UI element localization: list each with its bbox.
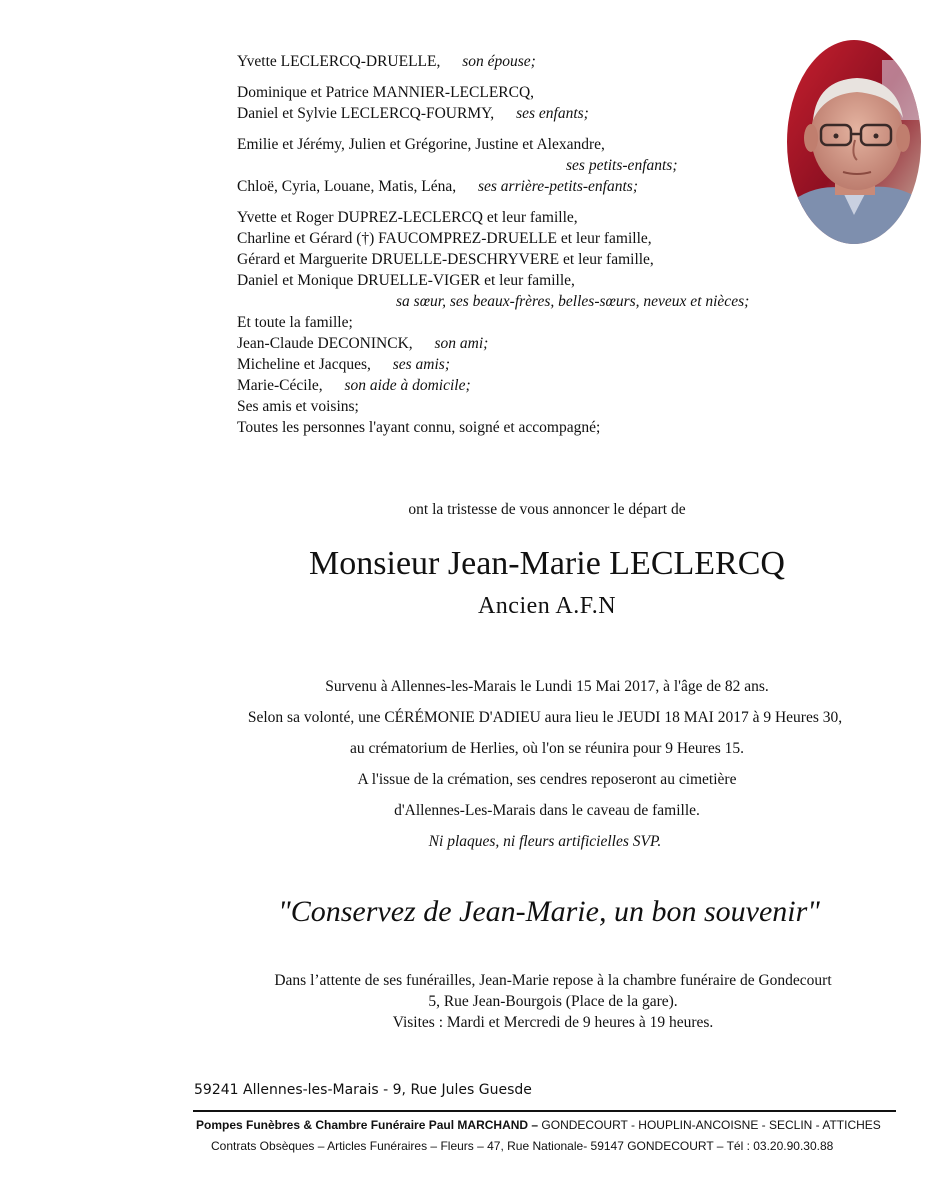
- friends-names: Micheline et Jacques,: [237, 356, 371, 373]
- ashes-details-1: A l'issue de la crémation, ses cendres reposeront au cimetière: [357, 771, 737, 788]
- siblings-relation: sa sœur, ses beaux-frères, belles-sœurs, neveux et nièces;: [396, 293, 750, 310]
- footer-contact: Contrats Obsèques – Articles Funéraires – Fleurs – 47, Rue Nationale- 59147 GONDECOURT – Tél : 03.20.90.30.88: [211, 1139, 834, 1153]
- wife-relation: son épouse;: [462, 53, 536, 70]
- grandchildren-relation: ses petits-enfants;: [566, 157, 678, 174]
- friend-relation: son ami;: [434, 335, 489, 352]
- home-address: 59241 Allennes-les-Marais - 9, Rue Jules Guesde: [194, 1082, 532, 1098]
- whole-family: Et toute la famille;: [237, 314, 353, 331]
- footer-company: Pompes Funèbres & Chambre Funéraire Paul MARCHAND –: [196, 1118, 539, 1132]
- death-details: Survenu à Allennes-les-Marais le Lundi 15 Mai 2017, à l'âge de 82 ans.: [325, 678, 769, 695]
- great-grandchildren-relation: ses arrière-petits-enfants;: [477, 178, 638, 195]
- family-line-3: [237, 103, 589, 124]
- friends-relation: ses amis;: [392, 356, 450, 373]
- friend-name: Jean-Claude DECONINCK,: [237, 335, 413, 352]
- helper-relation: son aide à domicile;: [344, 377, 471, 394]
- deceased-title: Ancien A.F.N: [477, 593, 617, 619]
- wife-name: Yvette LECLERCQ-DRUELLE,: [237, 53, 441, 70]
- family-line-6: [237, 176, 638, 197]
- funeral-home-address: 5, Rue Jean-Bourgois (Place de la gare).: [428, 993, 678, 1010]
- footer-divider: [193, 1110, 896, 1112]
- footer-line-1: [196, 1118, 881, 1132]
- helper-name: Marie-Cécile,: [237, 377, 323, 394]
- sibling-family-3: Gérard et Marguerite DRUELLE-DESCHRYVERE et leur famille,: [237, 251, 654, 268]
- grandchildren-names: Emilie et Jérémy, Julien et Grégorine, Justine et Alexandre,: [237, 136, 605, 153]
- child-2: Daniel et Sylvie LECLERCQ-FOURMY,: [237, 105, 495, 122]
- portrait-photo: [787, 40, 921, 244]
- portrait-illustration: [787, 40, 921, 244]
- child-1: Dominique et Patrice MANNIER-LECLERCQ,: [237, 84, 535, 101]
- family-line-15: [237, 375, 471, 396]
- crematorium-details: au crématorium de Herlies, où l'on se réunira pour 9 Heures 15.: [349, 740, 745, 757]
- family-line-13: [237, 333, 488, 354]
- remembrance-quote: "Conservez de Jean-Marie, un bon souvenir": [278, 895, 820, 928]
- flowers-note: Ni plaques, ni fleurs artificielles SVP.: [428, 833, 662, 850]
- family-line-14: [237, 354, 450, 375]
- sibling-family-1: Yvette et Roger DUPREZ-LECLERCQ et leur famille,: [237, 209, 578, 226]
- children-relation: ses enfants;: [516, 105, 589, 122]
- ashes-details-2: d'Allennes-Les-Marais dans le caveau de famille.: [394, 802, 700, 819]
- funeral-home-info: Dans l’attente de ses funérailles, Jean-Marie repose à la chambre funéraire de Gondecourt: [274, 972, 832, 989]
- sibling-family-4: Daniel et Monique DRUELLE-VIGER et leur famille,: [237, 272, 575, 289]
- friends-neighbors: Ses amis et voisins;: [237, 398, 359, 415]
- great-grandchildren-names: Chloë, Cyria, Louane, Matis, Léna,: [237, 178, 457, 195]
- sibling-family-2: Charline et Gérard (†) FAUCOMPREZ-DRUELLE et leur famille,: [237, 230, 652, 247]
- all-people: Toutes les personnes l'ayant connu, soigné et accompagné;: [237, 419, 601, 436]
- visiting-hours: Visites : Mardi et Mercredi de 9 heures à 19 heures.: [392, 1014, 714, 1031]
- deceased-name: Monsieur Jean-Marie LECLERCQ: [309, 545, 785, 582]
- family-line-1: [237, 51, 536, 72]
- footer-towns: GONDECOURT - HOUPLIN-ANCOISNE - SECLIN - ATTICHES: [538, 1118, 881, 1132]
- ceremony-details: Selon sa volonté, une CÉRÉMONIE D'ADIEU aura lieu le JEUDI 18 MAI 2017 à 9 Heures 30,: [247, 709, 843, 726]
- announcement-text: ont la tristesse de vous annoncer le départ de: [408, 501, 686, 518]
